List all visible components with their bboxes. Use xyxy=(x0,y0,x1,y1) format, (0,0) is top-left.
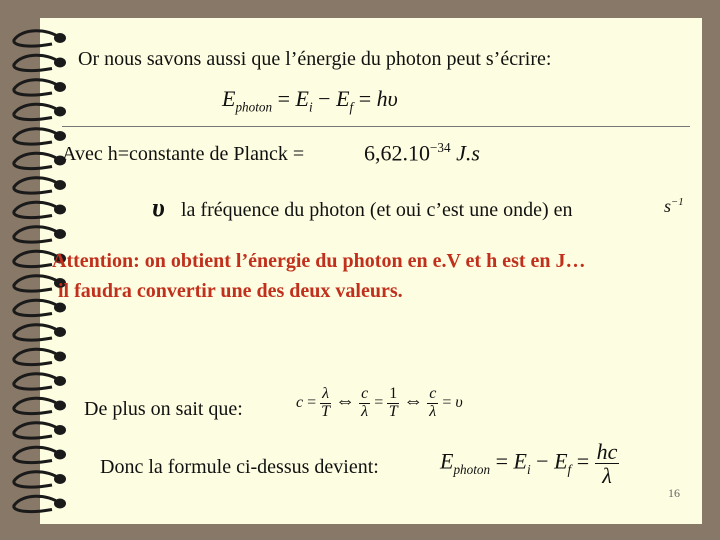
spiral-ring xyxy=(14,80,60,95)
spiral-ring xyxy=(14,398,60,413)
spiral-ring xyxy=(14,496,60,511)
intro-text: Or nous savons aussi que l’énergie du photon peut s’écrire: xyxy=(78,48,552,70)
spiral-ring xyxy=(14,178,60,193)
donc-label: Donc la formule ci-dessus devient: xyxy=(100,456,379,478)
spiral-ring xyxy=(14,447,60,462)
planck-label: Avec h=constante de Planck = xyxy=(62,143,305,165)
spiral-ring xyxy=(14,349,60,364)
binding-hole xyxy=(54,474,66,484)
attention-line-1: Attention: on obtient l’énergie du photon en e.V et h est en J… xyxy=(52,250,586,272)
divider-line xyxy=(62,126,690,127)
final-equation: $E_{photon} = E_i - E_f$ = $\frac{hc}{\lambda}$ xyxy=(440,439,618,489)
binding-hole xyxy=(54,205,66,215)
spiral-ring xyxy=(14,31,60,46)
attention-line-2: il faudra convertir une des deux valeurs. xyxy=(58,280,403,302)
spiral-ring xyxy=(14,104,60,119)
binding-hole xyxy=(54,33,66,43)
binding-hole xyxy=(54,107,66,117)
spiral-ring xyxy=(14,472,60,487)
binding-hole xyxy=(54,425,66,435)
binding-hole xyxy=(54,82,66,92)
binding-hole xyxy=(54,376,66,386)
binding-hole xyxy=(54,303,66,313)
binding-hole xyxy=(54,180,66,190)
page-number: 16 xyxy=(668,486,680,500)
spiral-ring xyxy=(14,276,60,291)
binding-hole xyxy=(54,352,66,362)
planck-value: $6,62.10^{-34}$ J.s xyxy=(364,140,480,166)
deplus-label: De plus on sait que: xyxy=(84,398,243,420)
nu-symbol: υ xyxy=(152,193,165,222)
spiral-ring xyxy=(14,374,60,389)
spiral-ring xyxy=(14,153,60,168)
binding-hole xyxy=(54,401,66,411)
binding-hole xyxy=(54,229,66,239)
spiral-ring xyxy=(14,300,60,315)
binding-hole xyxy=(54,327,66,337)
binding-hole xyxy=(54,499,66,509)
wave-relations-equation: c = $\frac{\lambda}{T}$ ⇔ $\frac{c}{\lambda}$ = $\frac{1}{T}$ ⇔ $\frac{c}{\lambda}$ = υ xyxy=(296,385,463,420)
spiral-ring xyxy=(14,423,60,438)
spiral-ring xyxy=(14,129,60,144)
frequency-text: la fréquence du photon (et oui c’est une onde) en xyxy=(181,199,573,221)
binding-hole xyxy=(54,58,66,68)
frequency-unit: $s^{-1}$ xyxy=(664,196,684,216)
binding-hole xyxy=(54,131,66,141)
photon-energy-equation: $E_{photon} = E_i - E_f = h\upsilon$ xyxy=(222,86,398,115)
spiral-ring xyxy=(14,55,60,70)
spiral-ring xyxy=(14,202,60,217)
spiral-ring xyxy=(14,325,60,340)
spiral-ring xyxy=(14,227,60,242)
binding-hole xyxy=(54,450,66,460)
